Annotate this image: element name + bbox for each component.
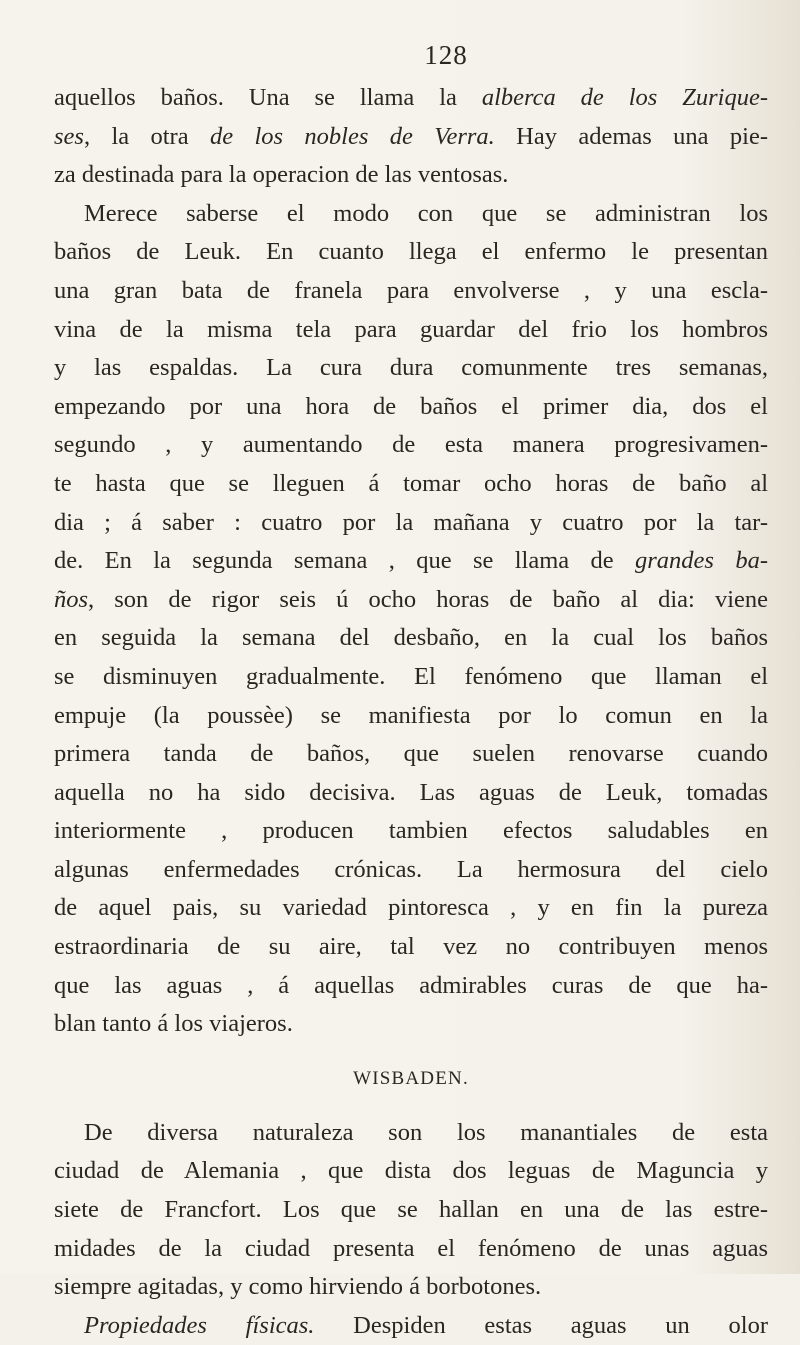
text-line: estraordinaria de su aire, tal vez no contribuyen menos xyxy=(54,933,768,961)
text-span: Despiden estas aguas un olor xyxy=(314,1311,769,1339)
text-line: empuje (la poussèe) se manifiesta por lo comun en la xyxy=(54,701,768,729)
text-line: se disminuyen gradualmente. El fenómeno que llaman el xyxy=(54,662,768,690)
italic-text: Propiedades físicas. xyxy=(84,1311,315,1339)
text-line: una gran bata de franela para envolverse , y una escla- xyxy=(54,276,768,304)
text-line: empezando por una hora de baños el primer dia, dos el xyxy=(54,392,768,420)
text-line xyxy=(54,118,768,157)
text-span: Hay ademas una pie- xyxy=(494,122,769,150)
text-line: interiormente , producen tambien efectos saludables en xyxy=(54,817,768,845)
italic-text: ños xyxy=(54,585,89,613)
text-span: , la otra xyxy=(83,122,210,150)
text-line xyxy=(54,79,768,118)
text-line xyxy=(54,542,768,581)
text-line: za destinada para la operacion de las ventosas. xyxy=(54,161,509,189)
text-line: siempre agitadas, y como hirviendo á borbotones. xyxy=(54,1273,542,1301)
text-line: De diversa naturaleza son los manantiales de esta xyxy=(84,1118,768,1146)
italic-text: alberca de los Zurique- xyxy=(481,84,768,111)
italic-text: grandes ba- xyxy=(635,547,768,575)
text-line xyxy=(54,581,768,620)
text-line: te hasta que se lleguen á tomar ocho horas de baño al xyxy=(54,469,768,497)
text-span: de. En la segunda semana , que se llama de xyxy=(54,547,636,575)
text-line: ciudad de Alemania , que dista dos leguas de Maguncia y xyxy=(54,1157,768,1185)
text-line: segundo , y aumentando de esta manera progresivamen- xyxy=(54,431,768,459)
text-line: midades de la ciudad presenta el fenómeno de unas aguas xyxy=(54,1234,768,1262)
text-body xyxy=(54,79,768,1345)
text-line xyxy=(54,1307,768,1345)
section-heading: WISBADEN. xyxy=(353,1067,469,1089)
text-line: algunas enfermedades crónicas. La hermosura del cielo xyxy=(54,855,768,883)
text-line: primera tanda de baños, que suelen renovarse cuando xyxy=(54,740,768,768)
italic-text: ses xyxy=(54,122,84,150)
text-line: Merece saberse el modo con que se administran los xyxy=(84,199,768,227)
text-span: , son de rigor seis ú ocho horas de baño al dia: viene xyxy=(88,585,768,613)
text-span: aquellos baños. Una se llama la xyxy=(54,84,482,111)
text-line: dia ; á saber : cuatro por la mañana y cuatro por la tar- xyxy=(54,508,768,536)
text-line: y las espaldas. La cura dura comunmente tres semanas, xyxy=(54,354,768,382)
text-line: de aquel pais, su variedad pintoresca , y en fin la pureza xyxy=(54,894,768,922)
text-line: aquella no ha sido decisiva. Las aguas de Leuk, tomadas xyxy=(54,778,768,806)
text-line: que las aguas , á aquellas admirables curas de que ha- xyxy=(54,971,768,999)
italic-text: de los nobles de Verra. xyxy=(209,122,495,150)
text-line: en seguida la semana del desbaño, en la cual los baños xyxy=(54,624,768,652)
text-line: baños de Leuk. En cuanto llega el enfermo le presentan xyxy=(54,238,768,266)
page-number: 128 xyxy=(424,40,468,70)
text-line: blan tanto á los viajeros. xyxy=(54,1010,293,1038)
text-line: vina de la misma tela para guardar del frio los hombros xyxy=(54,315,768,343)
text-line: siete de Francfort. Los que se hallan en una de las estre- xyxy=(54,1196,768,1224)
